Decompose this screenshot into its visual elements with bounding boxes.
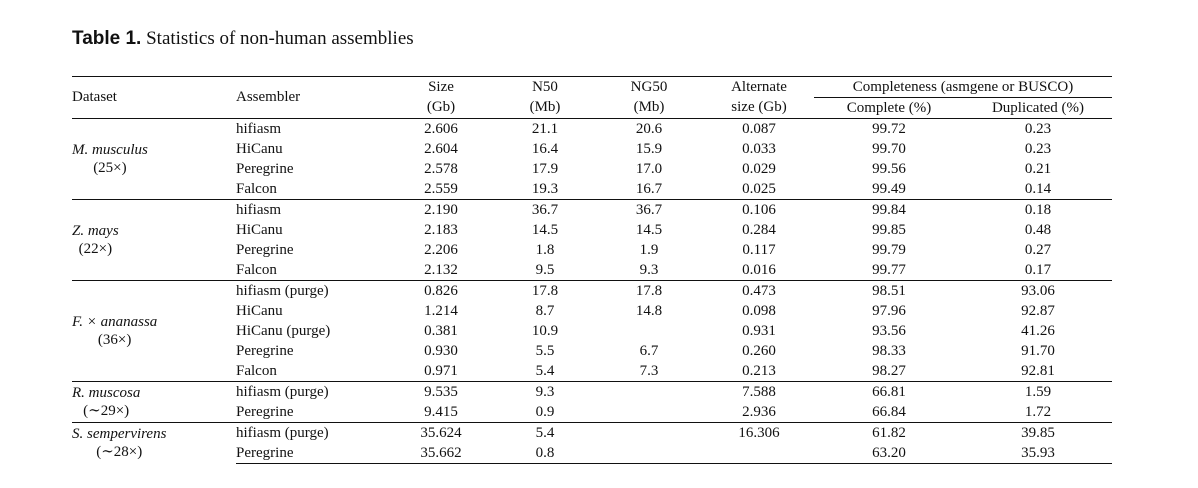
alternate-cell: 0.087 <box>704 119 814 140</box>
ng50-cell <box>594 402 704 423</box>
dataset-coverage: (∼28×) <box>96 444 143 461</box>
ng50-cell: 14.5 <box>635 222 663 238</box>
size-cell: 2.183 <box>424 222 458 238</box>
size-cell: 2.606 <box>386 119 496 140</box>
ng50-cell <box>594 443 704 464</box>
complete-cell: 61.82 <box>814 423 964 444</box>
size-cell: 9.535 <box>386 382 496 403</box>
duplicated-cell: 0.23 <box>1024 141 1052 157</box>
assembler-cell: Falcon <box>236 262 277 278</box>
alternate-cell: 0.284 <box>742 222 776 238</box>
header-dataset: Dataset <box>72 77 236 119</box>
n50-cell: 9.5 <box>535 262 555 278</box>
duplicated-cell: 39.85 <box>964 423 1112 444</box>
duplicated-cell: 0.21 <box>1024 161 1052 177</box>
size-cell: 0.930 <box>424 343 458 359</box>
header-alternate-unit: size (Gb) <box>731 99 787 116</box>
ng50-cell: 17.0 <box>635 161 663 177</box>
header-completeness: Completeness (asmgene or BUSCO) <box>814 77 1112 98</box>
size-cell: 0.381 <box>424 323 458 339</box>
assembler-cell: HiCanu <box>236 222 283 238</box>
assembler-cell: Falcon <box>236 363 277 379</box>
assembler-cell: HiCanu <box>236 303 283 319</box>
n50-cell: 19.3 <box>531 181 559 197</box>
assembler-cell: Peregrine <box>236 443 386 464</box>
assembler-cell: HiCanu (purge) <box>236 323 331 339</box>
ng50-cell: 15.9 <box>635 141 663 157</box>
assembler-cell: Peregrine <box>236 404 294 420</box>
n50-cell: 0.9 <box>535 404 555 420</box>
header-ng50: NG50 <box>594 77 704 98</box>
duplicated-cell: 92.81 <box>1021 363 1055 379</box>
assembler-cell: hifiasm (purge) <box>236 281 386 302</box>
complete-cell: 63.20 <box>814 443 964 464</box>
size-cell: 2.604 <box>424 141 458 157</box>
alternate-cell: 0.260 <box>742 343 776 359</box>
header-ng50-unit: (Mb) <box>633 99 665 116</box>
assembler-cell: hifiasm <box>236 200 386 221</box>
duplicated-cell: 35.93 <box>964 443 1112 464</box>
size-cell: 0.826 <box>386 281 496 302</box>
n50-cell: 17.9 <box>531 161 559 177</box>
header-size: Size <box>386 77 496 98</box>
table-row <box>72 119 1112 140</box>
complete-cell: 98.51 <box>814 281 964 302</box>
duplicated-cell: 0.23 <box>964 119 1112 140</box>
dataset-name: F. × ananassa <box>72 314 158 330</box>
dataset-name: M. musculus <box>72 142 148 158</box>
complete-cell: 99.70 <box>872 141 906 157</box>
complete-cell: 99.79 <box>872 242 906 258</box>
statistics-table <box>72 76 1112 464</box>
dataset-coverage: (25×) <box>93 160 127 176</box>
n50-cell: 1.8 <box>535 242 555 258</box>
assembler-cell: Peregrine <box>236 242 294 258</box>
assembler-cell: Falcon <box>236 181 277 197</box>
size-cell: 2.578 <box>424 161 458 177</box>
header-size-unit: (Gb) <box>426 99 456 116</box>
duplicated-cell: 0.18 <box>964 200 1112 221</box>
n50-cell: 5.4 <box>496 423 594 444</box>
complete-cell: 97.96 <box>872 303 906 319</box>
n50-cell: 9.3 <box>496 382 594 403</box>
dataset-coverage: (36×) <box>97 332 132 348</box>
n50-cell: 36.7 <box>496 200 594 221</box>
ng50-cell <box>594 382 704 403</box>
ng50-cell: 7.3 <box>639 363 659 379</box>
header-alternate: Alternate <box>704 77 814 98</box>
n50-cell: 8.7 <box>535 303 555 319</box>
header-assembler: Assembler <box>236 77 386 119</box>
table-row <box>72 200 1112 221</box>
dataset-cell <box>72 119 236 200</box>
size-cell: 2.132 <box>424 262 458 278</box>
dataset-name: S. sempervirens <box>72 426 167 443</box>
ng50-cell: 16.7 <box>635 181 663 197</box>
dataset-cell <box>72 281 236 382</box>
size-cell: 35.624 <box>386 423 496 444</box>
caption-text: Statistics of non-human assemblies <box>146 28 414 49</box>
complete-cell: 66.84 <box>872 404 906 420</box>
ng50-cell: 9.3 <box>639 262 659 278</box>
table-row <box>72 281 1112 302</box>
ng50-cell: 36.7 <box>594 200 704 221</box>
size-cell: 2.559 <box>424 181 458 197</box>
dataset-cell <box>72 423 236 464</box>
size-cell: 1.214 <box>424 303 458 319</box>
alternate-cell: 0.117 <box>742 242 776 258</box>
alternate-cell: 0.473 <box>704 281 814 302</box>
header-n50-unit: (Mb) <box>529 99 561 116</box>
alternate-cell: 0.016 <box>742 262 776 278</box>
duplicated-cell: 93.06 <box>964 281 1112 302</box>
size-cell: 35.662 <box>386 443 496 464</box>
duplicated-cell: 91.70 <box>1021 343 1055 359</box>
complete-cell: 66.81 <box>814 382 964 403</box>
duplicated-cell: 1.72 <box>1024 404 1052 420</box>
complete-cell: 93.56 <box>872 323 906 339</box>
alternate-cell: 7.588 <box>704 382 814 403</box>
ng50-cell: 6.7 <box>639 343 659 359</box>
assembler-cell: Peregrine <box>236 161 294 177</box>
size-cell: 0.971 <box>424 363 458 379</box>
caption-label: Table 1. <box>72 28 142 49</box>
ng50-cell: 20.6 <box>594 119 704 140</box>
header-duplicated: Duplicated (%) <box>991 99 1085 116</box>
size-cell: 2.190 <box>386 200 496 221</box>
dataset-coverage: (22×) <box>78 241 113 257</box>
n50-cell: 21.1 <box>496 119 594 140</box>
header-complete: Complete (%) <box>846 99 932 116</box>
assembler-cell: HiCanu <box>236 141 283 157</box>
complete-cell: 99.72 <box>814 119 964 140</box>
duplicated-cell: 0.14 <box>1024 181 1052 197</box>
n50-cell: 16.4 <box>531 141 559 157</box>
assembler-cell: hifiasm (purge) <box>236 423 386 444</box>
duplicated-cell: 92.87 <box>1021 303 1055 319</box>
n50-cell: 5.5 <box>535 343 555 359</box>
duplicated-cell: 41.26 <box>1021 323 1055 339</box>
header-row-1 <box>72 77 1112 98</box>
duplicated-cell: 1.59 <box>964 382 1112 403</box>
complete-cell: 98.27 <box>872 363 906 379</box>
alternate-cell: 16.306 <box>704 423 814 444</box>
dataset-name: R. muscosa <box>72 385 141 401</box>
ng50-cell: 17.8 <box>594 281 704 302</box>
duplicated-cell: 0.48 <box>1024 222 1052 238</box>
ng50-cell <box>594 321 704 341</box>
duplicated-cell: 0.17 <box>1024 262 1052 278</box>
alternate-cell: 0.213 <box>742 363 776 379</box>
n50-cell: 17.8 <box>496 281 594 302</box>
table-row <box>72 423 1112 444</box>
alternate-cell: 2.936 <box>742 404 776 420</box>
assembler-cell: hifiasm <box>236 119 386 140</box>
complete-cell: 99.85 <box>872 222 906 238</box>
ng50-cell: 1.9 <box>639 242 659 258</box>
size-cell: 9.415 <box>424 404 458 420</box>
assembler-cell: Peregrine <box>236 343 294 359</box>
dataset-coverage: (∼29×) <box>83 403 130 419</box>
alternate-cell: 0.931 <box>742 323 776 339</box>
n50-cell: 5.4 <box>535 363 555 379</box>
ng50-cell <box>594 423 704 444</box>
table-row <box>72 382 1112 403</box>
dataset-cell <box>72 200 236 281</box>
complete-cell: 99.49 <box>872 181 906 197</box>
alternate-cell: 0.029 <box>742 161 776 177</box>
complete-cell: 99.77 <box>872 262 906 278</box>
dataset-name: Z. mays <box>72 223 119 239</box>
duplicated-cell: 0.27 <box>1024 242 1052 258</box>
ng50-cell: 14.8 <box>635 303 663 319</box>
n50-cell: 0.8 <box>496 443 594 464</box>
complete-cell: 99.84 <box>814 200 964 221</box>
alternate-cell: 0.033 <box>742 141 776 157</box>
assembler-cell: hifiasm (purge) <box>236 382 386 403</box>
table-caption <box>72 28 414 50</box>
size-cell: 2.206 <box>424 242 458 258</box>
dataset-cell <box>72 382 236 423</box>
alternate-cell: 0.025 <box>742 181 776 197</box>
header-n50: N50 <box>496 77 594 98</box>
n50-cell: 10.9 <box>531 323 559 339</box>
complete-cell: 98.33 <box>872 343 906 359</box>
n50-cell: 14.5 <box>531 222 559 238</box>
alternate-cell <box>704 443 814 464</box>
alternate-cell: 0.106 <box>704 200 814 221</box>
alternate-cell: 0.098 <box>742 303 776 319</box>
complete-cell: 99.56 <box>872 161 906 177</box>
